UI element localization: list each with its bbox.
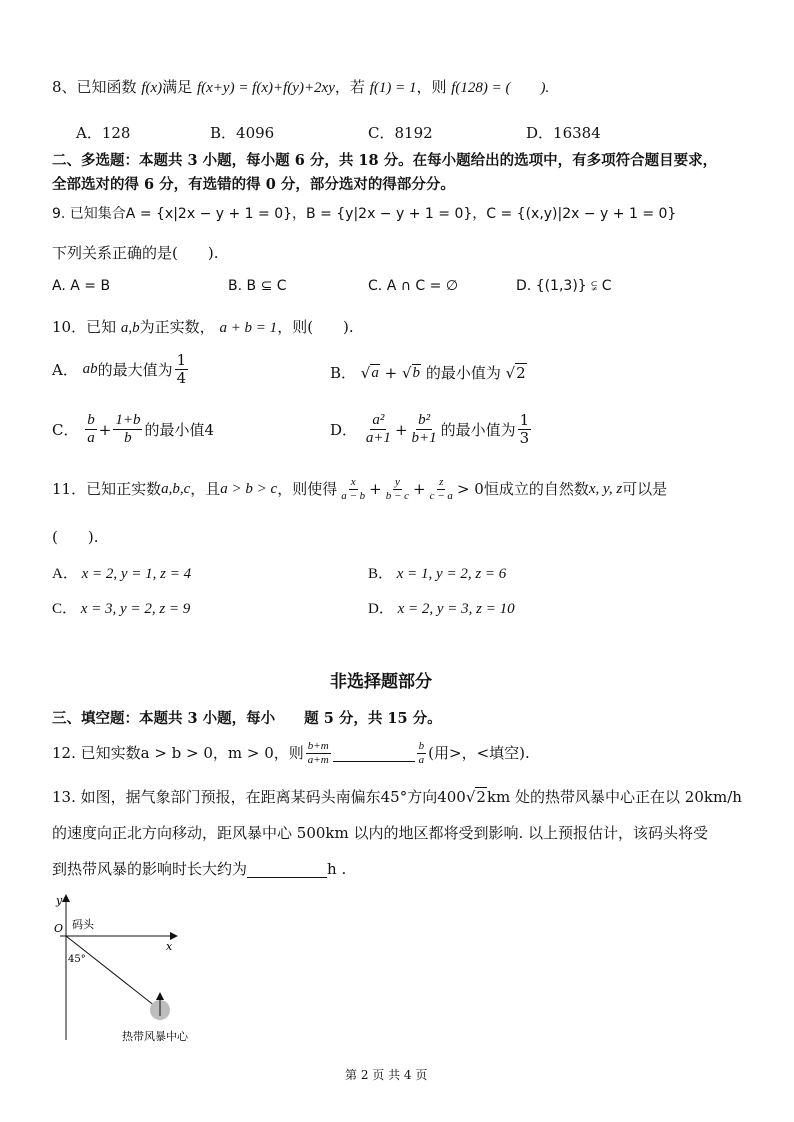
q10-option-d: D． $\frac{\text{a²}}{a+1}$ + $\frac{\text{b²}}{b+1}$ 的最小值为 $\frac{1}{3}$ [330,411,530,448]
q11-option-a: A． x = 2, y = 1, z = 4 [52,566,192,582]
q13-line2: 的速度向正北方向移动，距风暴中心 500km 以内的地区都将受到影响. 以上预报估计，该码头将受 [52,824,709,842]
q11-option-c: C． x = 3, y = 2, z = 9 [52,601,191,617]
q12-answer-blank[interactable] [333,745,415,762]
q10-stem: 10．已知 a,b为正实数， a + b = 1，则( ). [52,318,354,336]
q11-option-b: B． x = 1, y = 2, z = 6 [368,566,507,582]
section3-heading: 三、填空题：本题共 3 小题，每小 题 5 分，共 15 分。 [52,710,442,727]
q8-option-d: D．16384 [526,124,601,142]
q8-number: 8、 [52,78,77,96]
q10-option-b: B． √ a + √ b 的最小值为 √ 2 [330,363,526,382]
x-axis-label: x [166,940,173,953]
part-title: 非选择题部分 [330,672,432,692]
q13-line1: 13. 如图，据气象部门预报，在距离某码头南偏东45°方向400√2km 处的热带风暴中心正在以 20km/h [52,788,742,806]
q8-option-c: C．8192 [368,124,433,142]
section2-heading-line1: 二、多选题：本题共 3 小题，每小题 6 分，共 18 分。在每小题给出的选项中，有多项符合题目要求， [52,152,718,169]
dock-label: 码头 [72,918,94,931]
path-line [66,936,160,1010]
q11-option-d: D． x = 2, y = 3, z = 10 [368,601,515,617]
q10-option-a: A． ab 的最大值为 $\frac{1}{4}$ [52,351,187,388]
q11-paren: ( ). [52,528,99,546]
q9-option-a: A. A = B [52,278,111,294]
page-footer: 第 2 页 共 4 页 [345,1068,428,1082]
q9-prompt: 下列关系正确的是( ). [52,244,219,262]
q13-answer-blank[interactable] [247,861,327,878]
q11-stem: 11． 已知正实数 a,b,c ，且 a > b > c ，则使得 $\frac{x}{a - b}$ + $\frac{y}{b - c}$ + $\frac{z}{c - a}$ > 0 恒成立的自然数 x, y, z 可以是 [52,476,668,502]
q12-stem: 12. 已知实数a > b > 0，m > 0，则 $\frac{b+m}{a+m}$ $\frac{b}{a}$ (用>，<填空). [52,740,530,766]
storm-label: 热带风暴中心 [122,1030,188,1043]
q10-option-c: C． $\frac{b}{a}$ + $\frac{1+b}{b}$ 的最小值4 [52,412,215,447]
q9-stem: 9. 已知集合A = {x|2x − y + 1 = 0}，B = {y|2x − y + 1 = 0}，C = {(x,y)|2x − y + 1 = 0} [52,206,677,222]
q8-option-a: A．128 [76,124,131,142]
storm-figure [52,892,242,1052]
q9-option-d: D. {(1,3)} ⫋ C [516,278,612,294]
origin-label: O [54,922,64,935]
q13-line3: 到热带风暴的影响时长大约为 h . [52,860,347,878]
angle-label: 45° [68,954,86,965]
y-axis-label: y [56,894,63,907]
q9-option-c: C. A ∩ C = ∅ [368,278,459,294]
q8-option-b: B．4096 [210,124,275,142]
q8-stem: 8、已知函数 f(x)满足 f(x+y) = f(x)+f(y)+2xy，若 f(1) = 1，则 f(128) = ( ). [52,78,550,96]
section2-heading-line2: 全部选对的得 6 分，有选错的得 0 分，部分选对的得部分分。 [52,176,455,193]
q9-option-b: B. B ⊆ C [228,278,287,294]
